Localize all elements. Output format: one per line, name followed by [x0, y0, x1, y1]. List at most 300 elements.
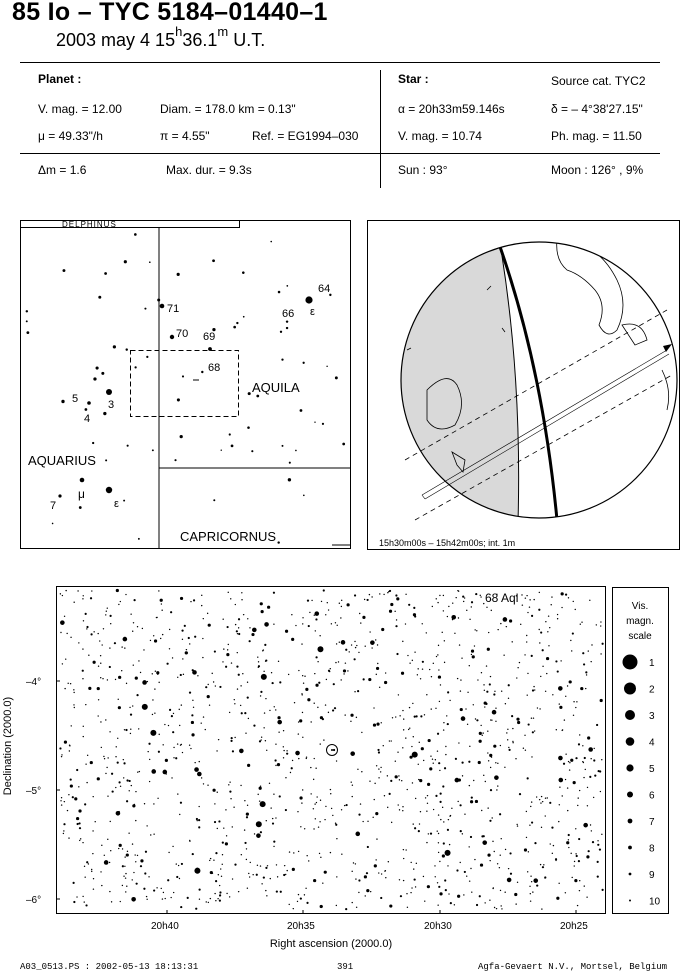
scale-dot	[626, 737, 635, 746]
field-star	[130, 733, 131, 734]
field-star	[489, 754, 492, 757]
field-star	[314, 611, 319, 616]
field-star	[526, 641, 527, 642]
field-star	[295, 751, 300, 756]
field-star	[471, 654, 472, 655]
field-star	[540, 802, 541, 803]
field-star	[436, 656, 437, 657]
field-star	[439, 701, 440, 702]
field-star	[295, 625, 296, 626]
field-star	[261, 610, 264, 613]
field-star	[193, 599, 195, 601]
field-star	[600, 791, 601, 792]
field-star	[194, 636, 196, 638]
field-star	[115, 756, 116, 757]
field-star	[497, 763, 498, 764]
finder-star	[242, 271, 245, 274]
field-star	[445, 850, 451, 856]
field-star	[395, 716, 396, 717]
field-star	[437, 750, 438, 751]
field-star	[298, 851, 299, 852]
field-star	[351, 644, 352, 645]
field-star	[298, 670, 299, 671]
field-star	[586, 855, 589, 858]
field-star	[497, 863, 498, 864]
field-star	[120, 901, 121, 902]
constellation-aquarius: AQUARIUS	[28, 453, 96, 468]
field-star	[186, 649, 187, 650]
field-star	[285, 630, 288, 633]
field-star	[434, 865, 435, 866]
field-star	[161, 610, 162, 611]
field-star	[447, 723, 449, 725]
field-star	[101, 845, 102, 846]
field-star	[201, 605, 202, 606]
field-star	[325, 704, 326, 705]
field-star	[481, 810, 482, 811]
finder-star	[87, 401, 91, 405]
field-star	[314, 673, 315, 674]
field-star	[153, 635, 154, 636]
scale-dot	[629, 873, 632, 876]
field-star	[437, 882, 438, 883]
field-star	[539, 799, 540, 800]
field-star	[315, 630, 316, 631]
field-star	[489, 820, 491, 822]
field-star	[65, 658, 66, 659]
field-star	[388, 861, 389, 862]
field-star	[376, 765, 377, 766]
field-star	[331, 623, 332, 624]
field-star	[415, 715, 417, 717]
field-star	[479, 895, 481, 897]
field-star	[276, 890, 278, 892]
field-star	[376, 838, 377, 839]
field-star	[422, 623, 423, 624]
field-star	[526, 837, 527, 838]
field-star	[438, 886, 440, 888]
field-star	[405, 594, 406, 595]
field-star	[252, 628, 257, 633]
field-star	[170, 611, 172, 613]
field-star	[246, 848, 247, 849]
field-star	[493, 887, 494, 888]
finder-star	[213, 499, 215, 501]
finder-star	[26, 310, 28, 312]
field-star	[512, 728, 513, 729]
field-star	[249, 876, 250, 877]
field-star	[591, 644, 592, 645]
field-star	[558, 821, 559, 822]
globe-caption: 15h30m00s – 15h42m00s; int. 1m	[379, 538, 516, 548]
field-star	[173, 747, 174, 748]
field-star	[93, 661, 96, 664]
field-star	[78, 786, 79, 787]
field-star	[173, 757, 174, 758]
field-star	[403, 880, 404, 881]
finder-star	[174, 459, 176, 461]
field-star	[531, 756, 532, 757]
field-star	[422, 668, 423, 669]
field-star	[249, 640, 251, 642]
finder-chart	[20, 220, 351, 550]
field-star	[79, 840, 80, 841]
field-star	[487, 752, 488, 753]
field-star	[64, 688, 65, 689]
field-star	[244, 842, 246, 844]
field-star	[419, 742, 420, 743]
field-star	[415, 886, 416, 887]
field-star	[273, 592, 275, 594]
field-star	[252, 874, 253, 875]
field-star	[297, 901, 298, 902]
field-star	[134, 804, 135, 805]
field-star	[410, 892, 411, 893]
field-star	[540, 676, 541, 677]
field-star	[345, 662, 346, 663]
field-star	[360, 803, 361, 804]
field-star	[244, 712, 246, 714]
field-star	[532, 689, 534, 691]
field-star	[100, 663, 101, 664]
field-star	[109, 615, 111, 617]
field-star	[320, 743, 321, 744]
field-star	[314, 703, 315, 704]
field-star	[59, 747, 61, 749]
field-star	[64, 616, 65, 617]
field-star	[247, 682, 248, 683]
star-heading: Star :	[398, 72, 429, 86]
field-star	[231, 737, 233, 739]
finder-star	[177, 398, 180, 401]
field-star	[166, 663, 168, 665]
field-star	[586, 896, 587, 897]
field-star	[291, 614, 292, 615]
field-star	[525, 597, 526, 598]
field-star	[97, 715, 98, 716]
field-star	[398, 775, 399, 776]
field-star	[63, 833, 64, 834]
field-star	[438, 762, 440, 764]
finder-star	[58, 494, 61, 497]
field-star	[181, 863, 183, 865]
field-star	[190, 601, 191, 602]
field-star	[529, 599, 530, 600]
field-star	[356, 907, 357, 908]
field-star	[298, 758, 299, 759]
field-star	[485, 703, 487, 705]
finder-star	[243, 316, 245, 318]
field-star	[484, 706, 485, 707]
field-star	[109, 666, 111, 668]
field-star	[596, 624, 597, 625]
field-star	[587, 805, 588, 806]
field-star	[327, 602, 328, 603]
field-star	[408, 729, 409, 730]
field-star	[530, 876, 531, 877]
field-star	[248, 873, 249, 874]
field-star	[176, 876, 178, 878]
field-star	[433, 663, 434, 664]
field-star	[355, 878, 356, 879]
field-star	[135, 677, 138, 680]
field-star	[129, 790, 130, 791]
field-star	[373, 707, 374, 708]
field-star	[527, 871, 528, 872]
field-star	[339, 603, 340, 604]
finder-star	[134, 366, 136, 368]
field-star	[409, 662, 410, 663]
finder-star	[303, 495, 305, 497]
star-dec: δ = – 4°38'27.15"	[551, 102, 643, 116]
field-star	[307, 600, 309, 602]
field-star	[259, 800, 260, 801]
field-star	[439, 770, 440, 771]
constellation-capricornus: CAPRICORNUS	[180, 529, 277, 544]
field-star	[300, 897, 302, 899]
scale-label: 6	[649, 790, 655, 802]
field-star	[487, 648, 490, 651]
field-star	[427, 795, 428, 796]
finder-star	[247, 426, 250, 429]
field-star	[495, 721, 496, 722]
field-star	[103, 756, 104, 757]
field-star	[457, 895, 460, 898]
field-star	[364, 875, 367, 878]
field-star	[125, 729, 127, 731]
field-star	[247, 805, 248, 806]
field-star	[575, 757, 577, 759]
field-star	[531, 655, 533, 657]
field-star	[487, 730, 488, 731]
finder-star	[305, 296, 312, 303]
field-star	[565, 594, 567, 596]
field-star	[315, 618, 317, 620]
field-star	[427, 783, 430, 786]
field-star	[88, 863, 89, 864]
field-star	[546, 657, 549, 660]
field-star	[517, 825, 518, 826]
field-star	[158, 751, 160, 753]
field-star	[241, 712, 243, 714]
field-star	[435, 759, 436, 760]
field-star	[418, 830, 420, 832]
field-star	[298, 894, 299, 895]
field-star	[314, 758, 315, 759]
field-star	[476, 904, 478, 906]
field-star	[242, 673, 243, 674]
field-star	[530, 806, 531, 807]
field-star	[397, 752, 398, 753]
field-star	[189, 840, 190, 841]
info-top-rule	[20, 62, 660, 63]
field-star	[387, 592, 388, 593]
field-star	[135, 791, 136, 792]
field-star	[82, 670, 84, 672]
field-star	[500, 623, 501, 624]
field-star	[143, 649, 144, 650]
field-star	[463, 601, 464, 602]
field-star	[235, 604, 236, 605]
finder-star	[98, 296, 101, 299]
field-star	[444, 879, 446, 881]
field-star	[395, 775, 398, 778]
field-star	[218, 739, 219, 740]
field-star	[182, 639, 183, 640]
field-star	[240, 785, 241, 786]
field-star	[247, 764, 250, 767]
field-star	[591, 830, 592, 831]
footer-company: Agfa-Gevaert N.V., Mortsel, Belgium	[478, 962, 668, 972]
field-star	[353, 862, 354, 863]
field-star	[68, 837, 69, 838]
field-star	[378, 751, 380, 753]
field-star	[302, 789, 303, 790]
field-star	[455, 758, 457, 760]
field-star	[86, 782, 87, 783]
field-star	[387, 807, 388, 808]
occulted-star	[331, 749, 333, 751]
field-star	[575, 609, 576, 610]
field-star	[495, 708, 496, 709]
field-star	[302, 623, 303, 624]
event-datetime	[56, 24, 266, 51]
field-star	[232, 826, 233, 827]
field-star	[130, 613, 131, 614]
finder-star	[124, 260, 127, 263]
field-star	[103, 628, 104, 629]
field-star	[358, 892, 359, 893]
field-star	[524, 654, 525, 655]
field-star	[198, 806, 199, 807]
field-star	[600, 621, 601, 622]
field-star	[340, 679, 341, 680]
field-star	[152, 714, 153, 715]
star-chart	[20, 584, 620, 964]
field-star	[403, 729, 404, 730]
field-star	[394, 611, 395, 612]
field-star	[585, 688, 586, 689]
field-star	[320, 800, 321, 801]
field-star	[217, 828, 218, 829]
planet-heading: Planet :	[38, 72, 82, 86]
field-star	[517, 721, 520, 724]
field-star	[183, 674, 184, 675]
field-star	[263, 876, 265, 878]
field-star	[446, 715, 447, 716]
field-star	[550, 843, 551, 844]
field-star	[64, 801, 65, 802]
field-star	[362, 821, 363, 822]
field-star	[477, 679, 478, 680]
field-star	[418, 764, 419, 765]
field-star	[222, 661, 223, 662]
field-star	[569, 680, 572, 683]
field-star	[495, 762, 496, 763]
field-star	[506, 626, 507, 627]
field-star	[500, 745, 501, 746]
field-star	[590, 824, 591, 825]
field-star	[65, 590, 66, 591]
field-star	[86, 626, 88, 628]
field-star	[168, 725, 169, 726]
field-star	[413, 868, 414, 869]
y-tick-label: –4°	[26, 677, 42, 688]
field-star	[74, 707, 75, 708]
field-star	[300, 826, 301, 827]
field-star	[414, 878, 416, 880]
field-star	[484, 902, 485, 903]
field-star	[432, 606, 433, 607]
field-star	[67, 810, 68, 811]
field-star	[283, 746, 284, 747]
field-star	[335, 823, 336, 824]
field-star	[82, 842, 83, 843]
finder-star	[80, 478, 85, 483]
scale-dot	[628, 846, 632, 850]
field-star	[447, 865, 448, 866]
field-star	[86, 628, 87, 629]
field-star	[154, 639, 157, 642]
field-star	[238, 674, 240, 676]
x-tick-label: 20h25	[560, 921, 588, 932]
field-star	[67, 683, 68, 684]
field-star	[366, 599, 368, 601]
field-star	[565, 892, 566, 893]
field-star	[214, 650, 216, 652]
finder-star	[322, 423, 324, 425]
field-star	[476, 719, 478, 721]
field-star	[135, 861, 136, 862]
field-star	[90, 761, 93, 764]
finder-star	[104, 272, 107, 275]
field-star	[231, 662, 232, 663]
finder-star	[303, 362, 305, 364]
field-star	[355, 647, 356, 648]
field-star	[175, 757, 177, 759]
field-star	[148, 876, 149, 877]
field-star	[361, 732, 362, 733]
field-star	[383, 594, 384, 595]
field-star	[489, 860, 490, 861]
scale-label: 4	[649, 737, 655, 749]
field-star	[226, 893, 227, 894]
field-star	[63, 830, 64, 831]
field-star	[346, 804, 348, 806]
field-star	[579, 790, 580, 791]
field-star	[234, 699, 235, 700]
field-star	[261, 883, 262, 884]
field-star	[522, 604, 523, 605]
field-star	[529, 825, 530, 826]
field-star	[391, 822, 392, 823]
field-star	[482, 840, 487, 845]
field-star	[485, 781, 486, 782]
field-star	[539, 642, 540, 643]
field-star	[244, 800, 245, 801]
field-star	[500, 890, 501, 891]
finder-star	[103, 412, 106, 415]
field-star	[330, 852, 331, 853]
field-star	[438, 814, 439, 815]
field-star	[260, 691, 262, 693]
field-star	[62, 595, 63, 596]
field-star	[316, 802, 317, 803]
field-star	[145, 851, 147, 853]
field-star	[414, 614, 415, 615]
field-star	[126, 853, 129, 856]
finder-star	[26, 320, 28, 322]
